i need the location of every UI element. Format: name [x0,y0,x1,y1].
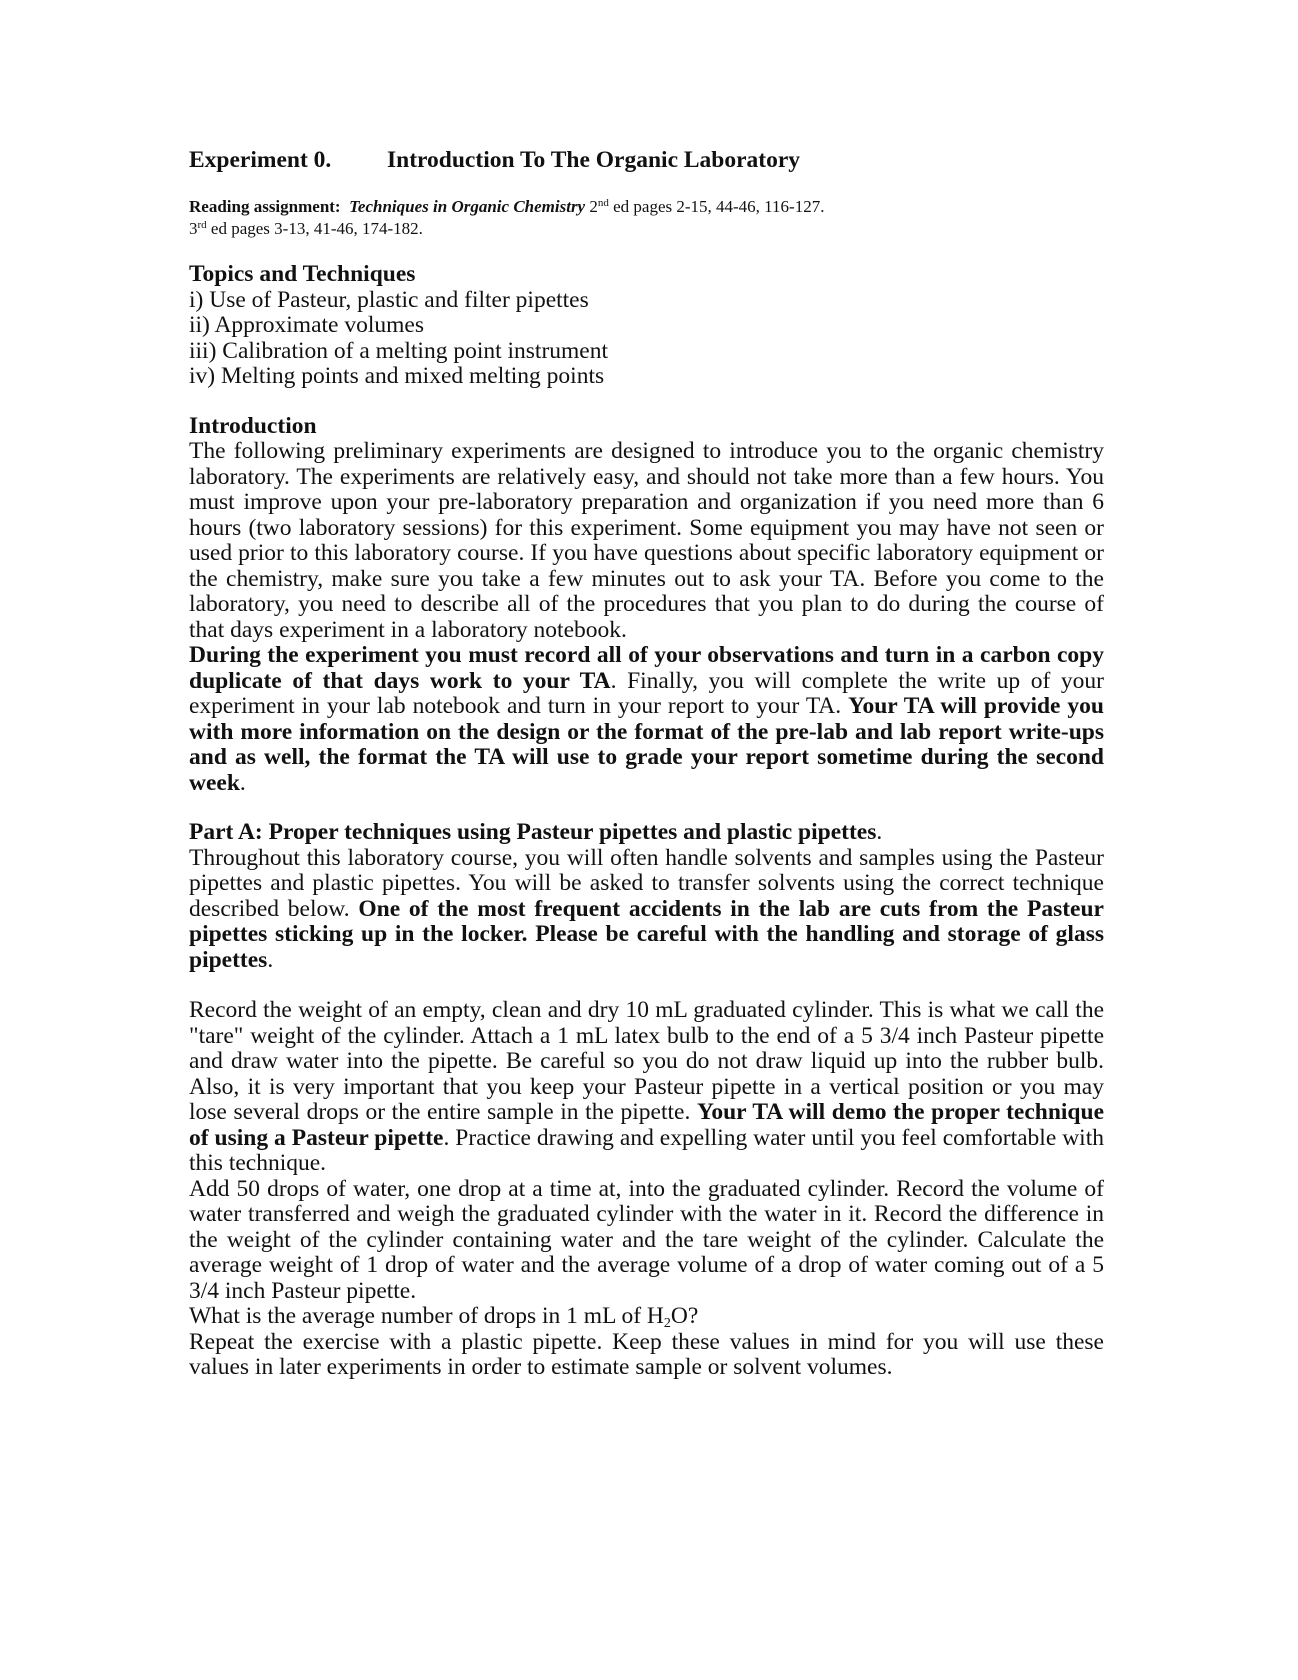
topic-item: iv) Melting points and mixed melting points [189,363,605,389]
topics-section [189,262,1104,390]
period: . [239,769,246,796]
observations-notice: During the experiment you must record all of your observations and turn in a carbon copy duplicate of that days work to your TA [189,642,1104,694]
question-text: What is the average number of drops in 1 mL of H [189,1303,664,1329]
subscript: 2 [663,1316,671,1331]
topic-item: i) Use of Pasteur, plastic and filter pipettes [189,286,589,313]
edition-2-number: 2 [589,197,598,216]
part-a-heading-line [189,820,1104,846]
part-a-heading: Part A: Proper techniques using Pasteur pipettes and plastic pipettes [189,819,877,845]
writeup-text: . Finally, you will complete the write up of your experiment in your lab notebook and turn in your report to your TA. [189,667,1104,719]
demo-notice: Your TA will demo the proper technique of using a Pasteur pipette [189,1099,1104,1151]
procedure-text: Record the weight of an empty, clean and dry 10 mL graduated cylinder. This is what we call the "tare" weight of the cylinder. Attach a 1 mL latex bulb to the end of a 5 3/4 inch Pasteur pipette and draw water into the pipette. Be careful so you do not draw liquid up into the rubber bulb. Also, it is very important that you keep your Pasteur pipette in a vertical position or you may lose several drops or the entire sample in the pipette. [189,997,1104,1125]
edition-3-suffix: rd [197,219,207,231]
procedure-paragraph-1 [189,998,1104,1177]
document-page [189,146,1104,1381]
period: . [876,819,883,845]
document-title [189,146,1104,174]
edition-3-pages: ed pages 3-13, 41-46, 174-182. [210,219,423,238]
edition-3-number: 3 [189,219,198,238]
safety-warning: One of the most frequent accidents in the lab are cuts from the Pasteur pipettes sticking up in the locker. Please be careful with the handling and storage of glass pipettes [189,895,1104,973]
topic-item: ii) Approximate volumes [189,312,424,338]
experiment-title: Introduction To The Organic Laboratory [387,147,801,173]
edition-2-suffix: nd [597,197,609,209]
question-line [189,1304,1104,1330]
introduction-section [189,414,1104,797]
edition-2-pages: ed pages 2-15, 44-46, 116-127. [613,197,825,216]
procedure-paragraph-2: Add 50 drops of water, one drop at a time at, into the graduated cylinder. Record the volume of water transferred and weigh the graduated cylinder with the water in it. Record the difference in the weight of the cylinder containing water and the tare weight of the cylinder. Calculate the average weight of 1 drop of water and the average volume of a drop of water coming out of a 5 3/4 inch Pasteur pipette. [189,1175,1104,1304]
question-end: O? [670,1303,699,1329]
part-a-paragraph [189,846,1104,974]
topics-heading: Topics and Techniques [189,261,416,287]
reading-label: Reading assignment: [189,197,341,216]
introduction-paragraph: The following preliminary experiments are designed to introduce you to the organic chemistry laboratory. The experiments are relatively easy, and should not take more than a few hours. You must improve upon your pre-laboratory preparation and organization if you need more than 6 hours (two laboratory sessions) for this experiment. Some equipment you may have not seen or used prior to this laboratory course. If you have questions about specific laboratory equipment or the chemistry, make sure you take a few minutes out to ask your TA. Before you come to the laboratory, you need to describe all of the procedures that you plan to do during the course of that days experiment in a laboratory notebook. [189,438,1104,643]
experiment-number: Experiment 0. [189,147,332,173]
procedure-text-end: . Practice drawing and expelling water until you feel comfortable with this technique. [189,1124,1104,1176]
introduction-heading: Introduction [189,412,317,439]
part-a-text: Throughout this laboratory course, you will often handle solvents and samples using the Pasteur pipettes and plastic pipettes. You will be asked to transfer solvents using the correct technique described below. [189,844,1104,922]
introduction-paragraph-2 [189,643,1104,796]
reading-line-2nd-ed [189,196,1104,218]
reading-book-title: Techniques in Organic Chemistry [349,197,586,216]
procedure-paragraph-3: Repeat the exercise with a plastic pipette. Keep these values in mind for you will use these values in later experiments in order to estimate sample or solvent volumes. [189,1328,1104,1380]
part-a-section [189,820,1104,973]
reading-assignment [189,196,1104,240]
format-notice: Your TA will provide you with more information on the design or the format of the pre-lab and lab report write-ups and as well, the format the TA will use to grade your report sometime during the second week [189,693,1104,796]
topic-item: iii) Calibration of a melting point instrument [189,337,609,364]
period: . [267,946,274,973]
reading-line-3rd-ed [189,218,1104,240]
procedure-section [189,998,1104,1381]
